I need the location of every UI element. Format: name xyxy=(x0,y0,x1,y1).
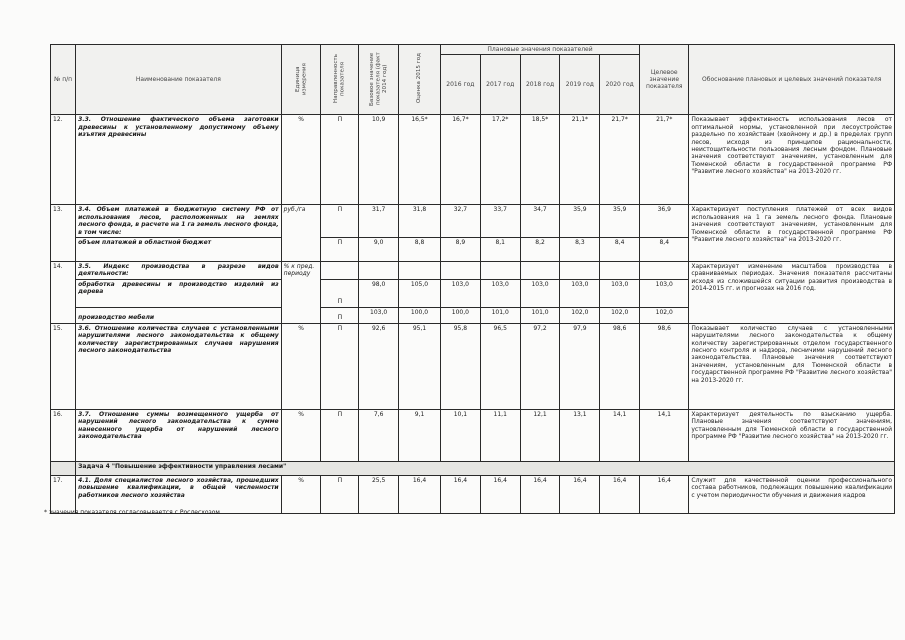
plan-value: 35,9 xyxy=(600,205,640,238)
table-row xyxy=(51,409,895,461)
target-value: 8,4 xyxy=(640,238,689,262)
indicator-subname: объем платежей в областной бюджет xyxy=(76,238,281,262)
empty-cell xyxy=(440,262,480,280)
unit-cell: % xyxy=(281,323,321,409)
plan-value: 16,4 xyxy=(560,475,600,513)
plan-value: 16,4 xyxy=(480,475,520,513)
plan-value: 16,4 xyxy=(520,475,560,513)
target-value: 16,4 xyxy=(640,475,689,513)
base-value: 10,9 xyxy=(359,115,399,205)
plan-value: 16,4 xyxy=(440,475,480,513)
header-year: 2020 год xyxy=(600,55,640,115)
empty-cell xyxy=(480,262,520,280)
section-row xyxy=(51,461,895,475)
direction-cell: П xyxy=(321,279,359,307)
header-unit: Единица измерения xyxy=(281,45,321,115)
estimate-value: 9,1 xyxy=(399,409,441,461)
plan-value: 97,2 xyxy=(520,323,560,409)
row-number: 16. xyxy=(51,409,76,461)
indicator-name: 3.6. Отношение количества случаев с установленными нарушителями лесного законодательства к общему количеству зарегистрированных случаев нарушения лесного законодательства xyxy=(76,323,281,409)
estimate-value: 31,8 xyxy=(399,205,441,238)
justification-text: Характеризует поступления платежей от всех видов использования на 1 га земель лесного фонда. Плановые значения соответствуют значениям, установленным для Тюменской области в государственной программе РФ "Развитие лесного хозяйства" на 2013-2020 гг. xyxy=(689,205,895,262)
plan-value: 21,1* xyxy=(560,115,600,205)
base-value: 9,0 xyxy=(359,238,399,262)
unit-cell: % xyxy=(281,115,321,205)
indicators-table xyxy=(50,44,895,514)
table-row xyxy=(51,262,895,280)
indicator-name: 3.4. Объем платежей в бюджетную систему РФ от использования лесов, расположенных на землях лесного фонда, в расчете на 1 га земель лесного фонда, в том числе: xyxy=(76,205,281,238)
row-number: 12. xyxy=(51,115,76,205)
plan-value: 16,4 xyxy=(600,475,640,513)
footnote: * значения показателя согласовывается с Рослесхозом xyxy=(44,509,220,516)
estimate-value: 95,1 xyxy=(399,323,441,409)
table-row xyxy=(51,205,895,238)
target-value: 98,6 xyxy=(640,323,689,409)
unit-cell: % к пред. периоду xyxy=(281,262,321,324)
unit-cell: руб./га xyxy=(281,205,321,262)
direction-cell: П xyxy=(321,409,359,461)
base-value: 7,6 xyxy=(359,409,399,461)
target-value: 21,7* xyxy=(640,115,689,205)
plan-value: 32,7 xyxy=(440,205,480,238)
plan-value: 16,7* xyxy=(440,115,480,205)
estimate-value: 105,0 xyxy=(399,279,441,307)
header-estimate: Оценка 2015 год xyxy=(399,45,441,115)
row-number: 17. xyxy=(51,475,76,513)
empty-cell xyxy=(399,262,441,280)
plan-value: 103,0 xyxy=(600,279,640,307)
plan-value: 18,5* xyxy=(520,115,560,205)
plan-value: 14,1 xyxy=(600,409,640,461)
base-value: 103,0 xyxy=(359,307,399,323)
plan-value: 10,1 xyxy=(440,409,480,461)
plan-value: 13,1 xyxy=(560,409,600,461)
header-planned-group: Плановые значения показателей xyxy=(440,45,639,55)
direction-cell: П xyxy=(321,205,359,238)
plan-value: 98,6 xyxy=(600,323,640,409)
plan-value: 101,0 xyxy=(480,307,520,323)
target-value: 102,0 xyxy=(640,307,689,323)
header-direction: Направленность показателя xyxy=(321,45,359,115)
empty-cell xyxy=(359,262,399,280)
header-year: 2017 год xyxy=(480,55,520,115)
estimate-value: 8,8 xyxy=(399,238,441,262)
plan-value: 103,0 xyxy=(560,279,600,307)
table-row xyxy=(51,475,895,513)
direction-cell: П xyxy=(321,475,359,513)
empty-cell xyxy=(640,262,689,280)
justification-text: Характеризует изменение масштабов производства в сравниваемых периодах. Значения показателя рассчитаны исходя из сложившейся ситуации развития производства в 2014-2015 гг. и прогнозах на 2016 год. xyxy=(689,262,895,324)
plan-value: 17,2* xyxy=(480,115,520,205)
plan-value: 103,0 xyxy=(520,279,560,307)
empty-cell xyxy=(321,262,359,280)
empty-cell xyxy=(560,262,600,280)
justification-text: Характеризует деятельность по взысканию ущерба. Плановые значения соответствуют значениям, установленным для Тюменской области в государственной программе РФ "Развитие лесного хозяйства" на 2013-2020 гг. xyxy=(689,409,895,461)
direction-cell: П xyxy=(321,307,359,323)
plan-value: 8,9 xyxy=(440,238,480,262)
plan-value: 102,0 xyxy=(560,307,600,323)
indicator-subname: производство мебели xyxy=(76,307,281,323)
header-num: № п/п xyxy=(51,45,76,115)
estimate-value: 16,4 xyxy=(399,475,441,513)
header-target: Целевое значение показателя xyxy=(640,45,689,115)
indicator-name: 3.3. Отношение фактического объема заготовки древесины к установленному допустимому объему изъятия древесины xyxy=(76,115,281,205)
justification-text: Показывает эффективность использования лесов от оптимальной нормы, установленной при лесоустройстве раздельно по хозяйствам (хвойному и др.) в пределах групп лесов, исходя из принципов рациональности, неистощительности пользования лесным фондом. Плановые значения соответствуют значениям, установленным для Тюменской области в государственной программе РФ "Развитие лесного хозяйства" на 2013-2020 гг. xyxy=(689,115,895,205)
target-value: 36,9 xyxy=(640,205,689,238)
base-value: 92,6 xyxy=(359,323,399,409)
direction-cell: П xyxy=(321,238,359,262)
plan-value: 102,0 xyxy=(600,307,640,323)
base-value: 25,5 xyxy=(359,475,399,513)
indicator-name: 3.7. Отношение суммы возмещенного ущерба от нарушений лесного законодательства к сумме нанесенного ущерба от нарушений лесного законодательства xyxy=(76,409,281,461)
plan-value: 8,3 xyxy=(560,238,600,262)
empty-cell xyxy=(520,262,560,280)
plan-value: 103,0 xyxy=(440,279,480,307)
plan-value: 97,9 xyxy=(560,323,600,409)
header-year: 2018 год xyxy=(520,55,560,115)
base-value: 31,7 xyxy=(359,205,399,238)
indicator-subname: обработка древесины и производство изделий из дерева xyxy=(76,279,281,307)
plan-value: 101,0 xyxy=(520,307,560,323)
plan-value: 96,5 xyxy=(480,323,520,409)
plan-value: 34,7 xyxy=(520,205,560,238)
plan-value: 12,1 xyxy=(520,409,560,461)
estimate-value: 100,0 xyxy=(399,307,441,323)
table-row xyxy=(51,115,895,205)
plan-value: 33,7 xyxy=(480,205,520,238)
section-spacer xyxy=(51,461,76,475)
plan-value: 103,0 xyxy=(480,279,520,307)
plan-value: 95,8 xyxy=(440,323,480,409)
plan-value: 100,0 xyxy=(440,307,480,323)
indicator-name: 4.1. Доля специалистов лесного хозяйства, прошедших повышение квалификации, в общей численности работников лесного хозяйства xyxy=(76,475,281,513)
header-justification: Обоснование плановых и целевых значений показателя xyxy=(689,45,895,115)
header-name: Наименование показателя xyxy=(76,45,281,115)
plan-value: 11,1 xyxy=(480,409,520,461)
unit-cell: % xyxy=(281,475,321,513)
justification-text: Служит для качественной оценки профессионального состава работников, подлежащих повышению квалификации с учетом периодичности обучения и движения кадров xyxy=(689,475,895,513)
plan-value: 8,2 xyxy=(520,238,560,262)
target-value: 103,0 xyxy=(640,279,689,307)
row-number: 14. xyxy=(51,262,76,324)
row-number: 15. xyxy=(51,323,76,409)
base-value: 98,0 xyxy=(359,279,399,307)
plan-value: 8,1 xyxy=(480,238,520,262)
unit-cell: % xyxy=(281,409,321,461)
plan-value: 35,9 xyxy=(560,205,600,238)
header-row-1 xyxy=(51,45,895,55)
direction-cell: П xyxy=(321,115,359,205)
plan-value: 21,7* xyxy=(600,115,640,205)
direction-cell: П xyxy=(321,323,359,409)
header-base: Базовое значение показателя (факт 2014 год) xyxy=(359,45,399,115)
target-value: 14,1 xyxy=(640,409,689,461)
indicator-name: 3.5. Индекс производства в разрезе видов деятельности: xyxy=(76,262,281,280)
justification-text: Показывает количество случаев с установленными нарушителями лесного законодательства к общему количеству зарегистрированных отделом государственного лесного контроля и надзора, лесничими нарушений лесного законодательства. Плановые значения соответствуют значениям, установленным для Тюменской области в государственной программе РФ "Развитие лесного хозяйства" на 2013-2020 гг. xyxy=(689,323,895,409)
table-row xyxy=(51,323,895,409)
row-number: 13. xyxy=(51,205,76,262)
header-year: 2016 год xyxy=(440,55,480,115)
section-title: Задача 4 "Повышение эффективности управления лесами" xyxy=(76,461,895,475)
empty-cell xyxy=(600,262,640,280)
plan-value: 8,4 xyxy=(600,238,640,262)
header-year: 2019 год xyxy=(560,55,600,115)
estimate-value: 16,5* xyxy=(399,115,441,205)
